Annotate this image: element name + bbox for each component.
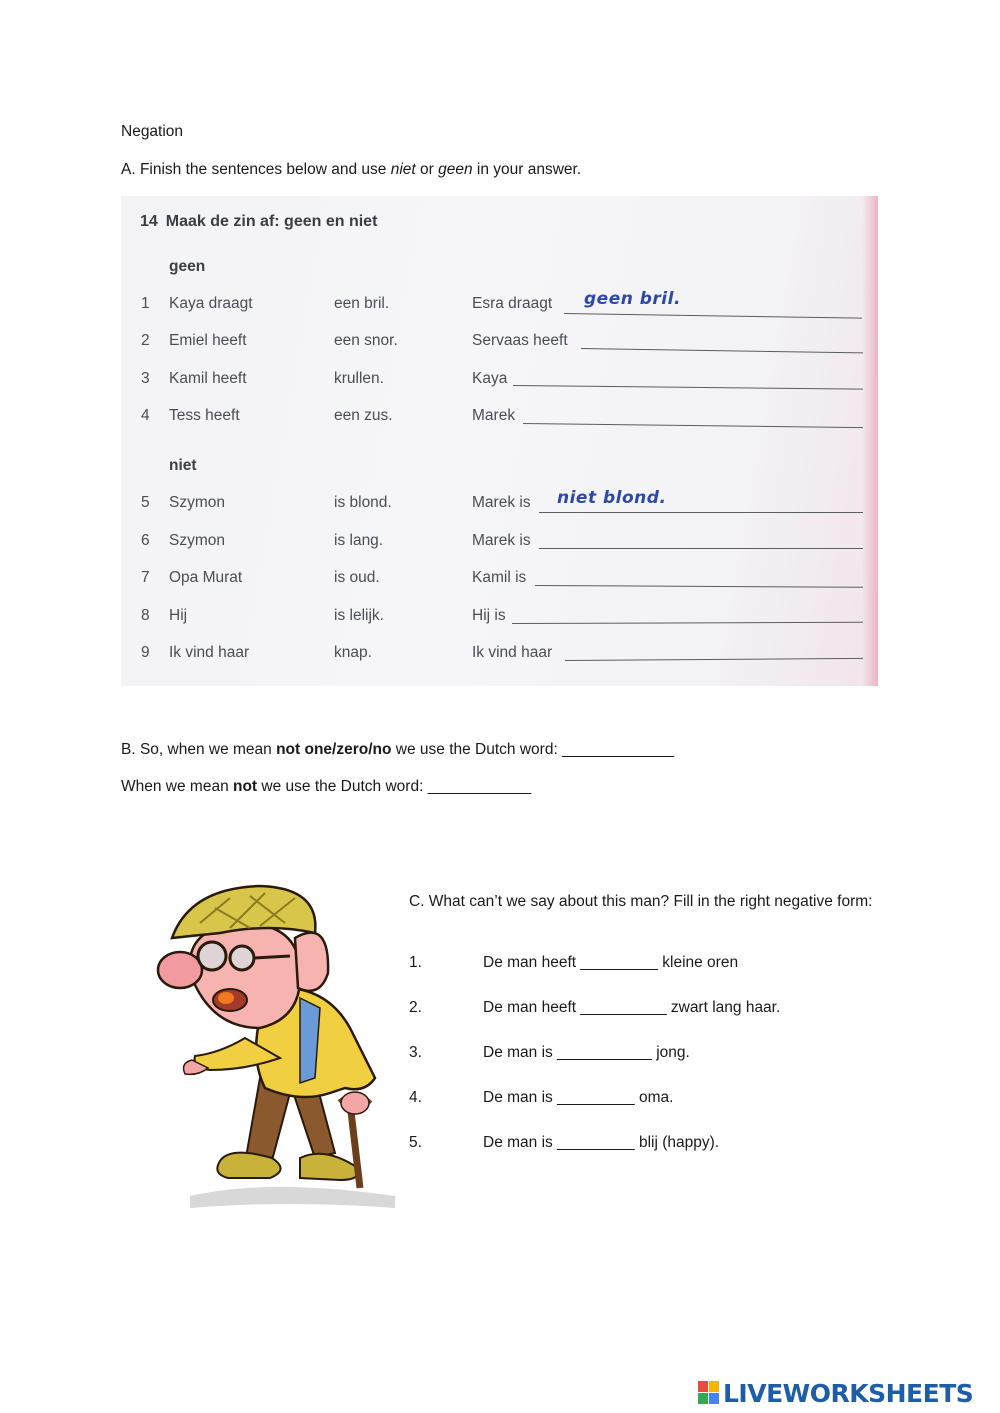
answer-line[interactable] [535,585,863,588]
exercise-row: 1 Kaya draagt een bril. Esra draagt geen bril. [121,295,878,319]
exercise-row: 7 Opa Murat is oud. Kamil is [121,569,878,593]
answer-line[interactable] [564,313,862,319]
answer-line[interactable] [565,658,863,661]
liveworksheets-logo[interactable] [698,1378,973,1408]
exercise-row: 4 Tess heeft een zus. Marek [121,407,878,431]
handwritten-answer: geen bril. [584,289,681,309]
exercise-title: 14 Maak de zin af: geen en niet [140,213,378,230]
section-heading-geen: geen [169,258,206,275]
instruction-a: A. Finish the sentences below and use niet or geen in your answer. [121,161,582,178]
textbook-exercise-photo [121,196,878,686]
answer-line[interactable] [523,423,863,428]
answer-line[interactable] [539,548,863,549]
exercise-row: 2 Emiel heeft een snor. Servaas heeft [121,332,878,356]
question-c-instruction: C. What can’t we say about this man? Fill in the right negative form: [409,893,873,910]
exercise-row: 3 Kamil heeft krullen. Kaya [121,370,878,394]
handwritten-answer: niet blond. [557,488,667,508]
question-b-line1: B. So, when we mean not one/zero/no we use the Dutch word: _____________ [121,741,675,758]
exercise-row: 5 Szymon is blond. Marek is niet blond. [121,494,878,518]
exercise-row: 8 Hij is lelijk. Hij is [121,607,878,631]
logo-text: LIVEWORKSHEETS [723,1378,974,1408]
page-title: Negation [121,123,184,140]
answer-line[interactable] [513,385,863,390]
old-man-cartoon [150,878,400,1218]
section-heading-niet: niet [169,457,197,474]
exercise-row: 6 Szymon is lang. Marek is [121,532,878,556]
answer-line[interactable] [512,622,863,624]
logo-mark-icon [698,1381,720,1405]
exercise-row: 9 Ik vind haar knap. Ik vind haar [121,644,878,668]
answer-line[interactable] [581,348,863,353]
answer-line[interactable] [539,512,863,513]
question-b-line2: When we mean not we use the Dutch word: ____________ [121,778,532,795]
